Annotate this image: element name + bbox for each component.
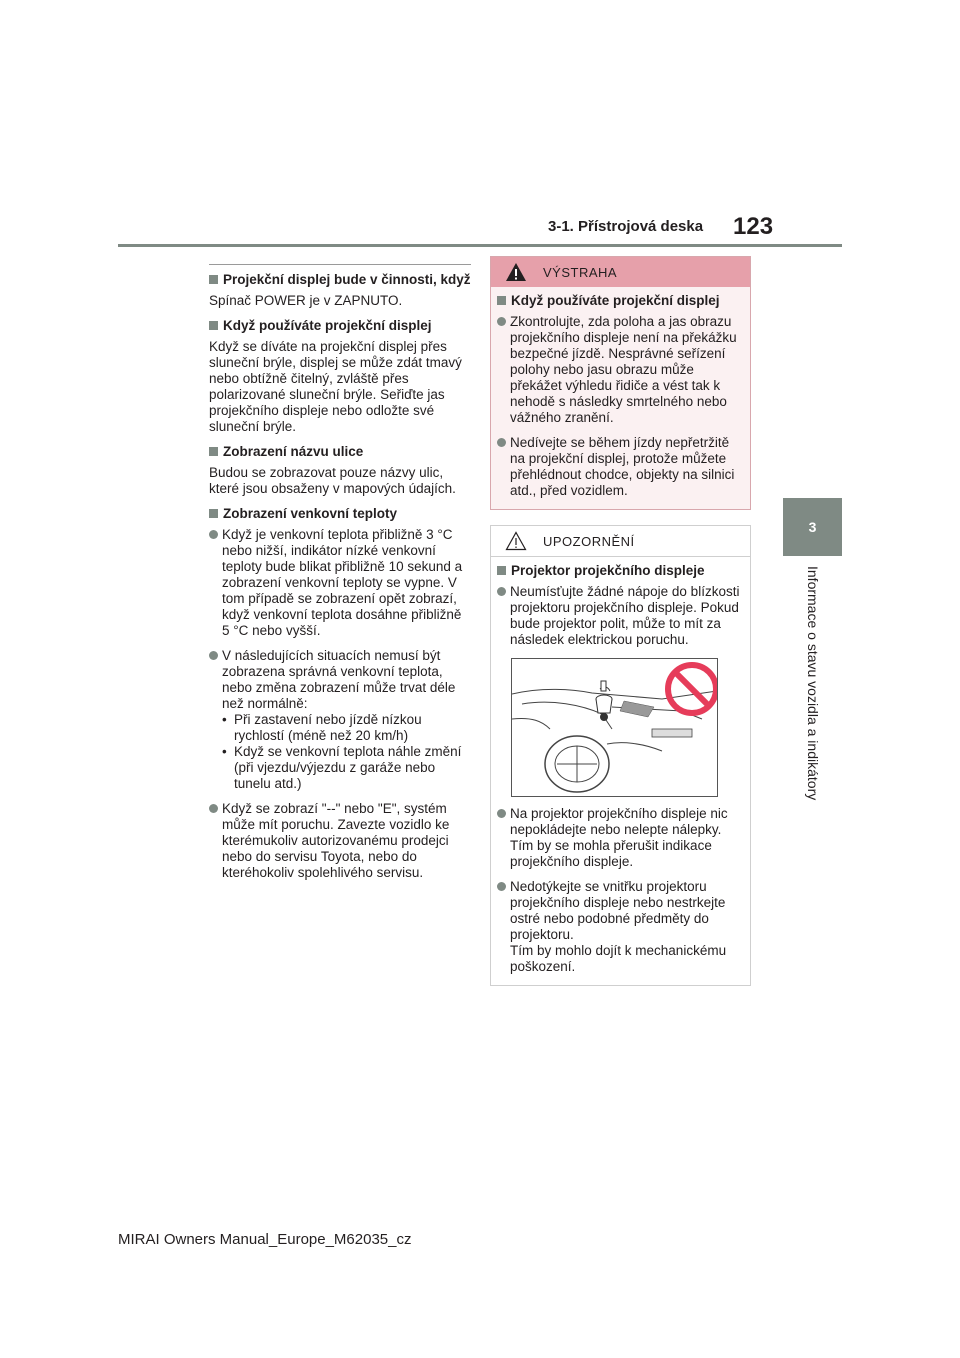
circle-bullet-icon <box>497 809 506 818</box>
section-heading: Zobrazení venkovní teploty <box>209 506 471 522</box>
section-heading: Když používáte projekční displej <box>209 318 471 334</box>
square-bullet-icon <box>209 321 218 330</box>
circle-bullet-icon <box>497 587 506 596</box>
square-bullet-icon <box>209 509 218 518</box>
bullet-item: Neumísťujte žádné nápoje do blízkosti projektoru projekčního displeje. Pokud bude projektor polit, může to mít za následek elektrickou poruchu. <box>497 584 744 648</box>
warning-triangle-icon <box>505 262 527 282</box>
square-bullet-icon <box>497 296 506 305</box>
bullet-item: Na projektor projekčního displeje nic nepokládejte nebo nelepte nálepky. Tím by se mohla přerušit indikace projekčního displeje. <box>497 806 744 870</box>
caution-triangle-icon <box>505 531 527 551</box>
warning-box <box>490 256 751 510</box>
paragraph: Když se díváte na projekční displej přes sluneční brýle, displej se může zdát tmavý nebo obtížně čitelný, zvláště přes polarizované sluneční brýle. Seřiďte jas projekčního displeje nebo odložte své sluneční brýle. <box>209 339 462 434</box>
bullet-item: Když je venkovní teplota přibližně 3 °C nebo nižší, indikátor nízké venkovní teploty bude blikat přibližně 10 sekund a zobrazení venkovní teploty se vypne. V tom případě se zobrazení opět zobrazí, když venkovní teplota dosáhne přibližně 5 °C nebo vyšší. <box>209 527 471 639</box>
circle-bullet-icon <box>209 530 218 539</box>
projector-illustration <box>511 658 718 797</box>
chapter-title: Informace o stavu vozidla a indikátory <box>805 566 821 801</box>
warning-label: VÝSTRAHA <box>543 264 618 280</box>
section-heading: Projekční displej bude v činnosti, když <box>209 272 471 288</box>
square-bullet-icon <box>497 566 506 575</box>
notice-label: UPOZORNĚNÍ <box>543 533 635 549</box>
dashboard-projector-drawing <box>512 659 717 796</box>
left-column <box>209 264 471 890</box>
circle-bullet-icon <box>209 651 218 660</box>
paragraph: Spínač POWER je v ZAPNUTO. <box>209 293 403 308</box>
sub-bullet: • Když se venkovní teplota náhle změní (při vjezdu/výjezdu z garáže nebo tunelu atd.) <box>222 744 462 791</box>
chapter-tab: 3 <box>783 498 842 556</box>
circle-bullet-icon <box>497 882 506 891</box>
bullet-item: V následujících situacích nemusí být zobrazena správná venkovní teplota, nebo změna zobrazení může trvat déle než normálně: • Při zastavení nebo jízdě nízkou rychlostí (méně než 20 km/h) • Když se venkovní teplota náhle změní (při vjezdu/výjezdu z garáže nebo tunelu atd.) <box>209 648 471 792</box>
header-rule <box>118 244 842 247</box>
square-bullet-icon <box>209 447 218 456</box>
circle-bullet-icon <box>497 317 506 326</box>
section-heading: Když používáte projekční displej <box>497 293 744 309</box>
section-heading: Zobrazení názvu ulice <box>209 444 471 460</box>
notice-header <box>491 526 750 557</box>
notice-box <box>490 525 751 986</box>
circle-bullet-icon <box>497 438 506 447</box>
paragraph: Budou se zobrazovat pouze názvy ulic, které jsou obsaženy v mapových údajích. <box>209 465 456 496</box>
square-bullet-icon <box>209 275 218 284</box>
section-heading: Projektor projekčního displeje <box>497 563 744 579</box>
page-number: 123 <box>733 213 774 240</box>
warning-header <box>491 257 750 287</box>
bullet-item: Když se zobrazí "--" nebo "E", systém může mít poruchu. Zavezte vozidlo ke kterémukoliv autorizovanému prodejci nebo do servisu Toyota, nebo do kteréhokoliv spolehlivého servisu. <box>209 801 471 881</box>
bullet-item: Nedívejte se během jízdy nepřetržitě na projekční displej, protože můžete přehlédnout chodce, objekty na silnici atd., před vozidlem. <box>497 435 744 499</box>
bullet-item: Zkontrolujte, zda poloha a jas obrazu projekčního displeje není na překážku bezpečné jízdě. Nesprávné seřízení polohy nebo jasu obrazu může překážet výhledu řidiče a vést tak k nehodě s následky smrtelného nebo vážného zranění. <box>497 314 744 426</box>
column-rule <box>209 264 471 265</box>
section-title: 3-1. Přístrojová deska <box>548 218 704 235</box>
bullet-item: Nedotýkejte se vnitřku projektoru projekčního displeje nebo nestrkejte ostré nebo podobné předměty do projektoru. Tím by mohlo dojít k mechanickému poškození. <box>497 879 744 975</box>
sub-bullet: • Při zastavení nebo jízdě nízkou rychlostí (méně než 20 km/h) <box>222 712 422 743</box>
footer-text: MIRAI Owners Manual_Europe_M62035_cz <box>118 1231 412 1248</box>
circle-bullet-icon <box>209 804 218 813</box>
